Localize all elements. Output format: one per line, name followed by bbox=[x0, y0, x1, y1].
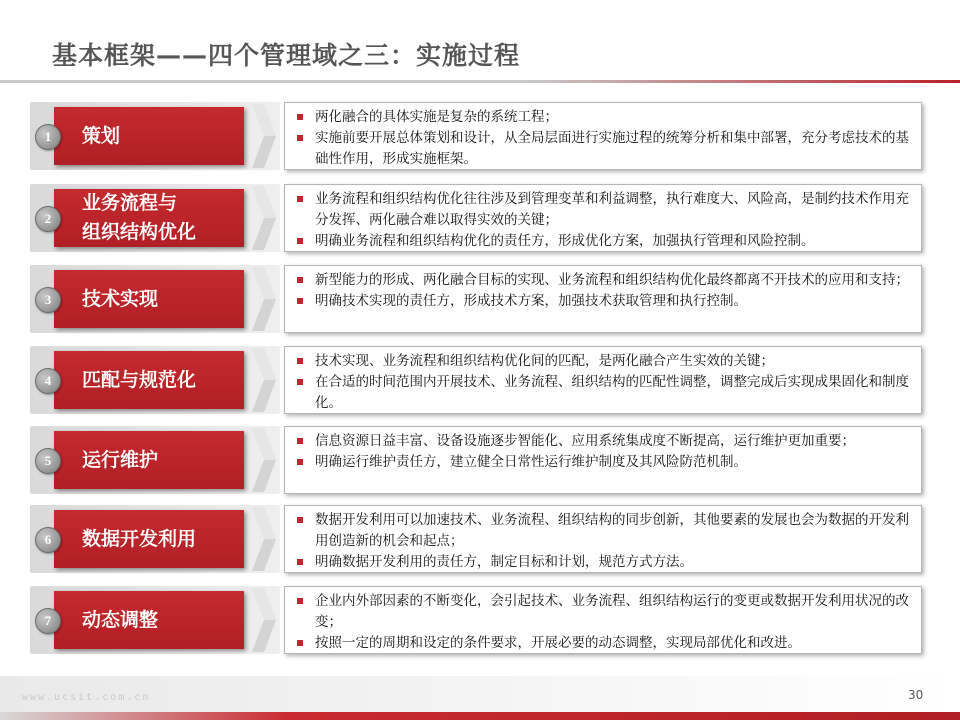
process-row-4 bbox=[30, 346, 930, 414]
process-row-2 bbox=[30, 184, 930, 252]
bullet-item: 在合适的时间范围内开展技术、业务流程、组织结构的匹配性调整，调整完成后实现成果固化和制度化。 bbox=[315, 372, 913, 414]
step-number-badge: 2 bbox=[35, 206, 61, 232]
step-description bbox=[284, 505, 922, 573]
chevron-right-icon bbox=[250, 186, 278, 250]
process-row-5 bbox=[30, 426, 930, 494]
bullet-item: 业务流程和组织结构优化往往涉及到管理变革和利益调整，执行难度大、风险高，是制约技术作用充分发挥、两化融合难以取得实效的关键； bbox=[315, 189, 913, 231]
process-row-3 bbox=[30, 265, 930, 333]
bullet-item: 明确运行维护责任方，建立健全日常性运行维护制度及其风险防范机制。 bbox=[315, 452, 913, 473]
bullet-item: 明确技术实现的责任方，形成技术方案，加强技术获取管理和执行控制。 bbox=[315, 291, 913, 312]
chevron-right-icon bbox=[250, 104, 278, 168]
bullet-item: 按照一定的周期和设定的条件要求，开展必要的动态调整，实现局部优化和改进。 bbox=[315, 633, 913, 654]
chevron-right-icon bbox=[250, 588, 278, 652]
step-number-badge: 4 bbox=[35, 368, 61, 394]
step-number-badge: 7 bbox=[35, 608, 61, 634]
page-number: 30 bbox=[908, 688, 924, 702]
title-divider bbox=[0, 80, 960, 83]
step-label: 数据开发利用 bbox=[54, 510, 244, 568]
bullet-item: 明确业务流程和组织结构优化的责任方，形成优化方案，加强执行管理和风险控制。 bbox=[315, 231, 913, 252]
step-label: 技术实现 bbox=[54, 270, 244, 328]
step-description bbox=[284, 346, 922, 414]
bullet-item: 信息资源日益丰富、设备设施逐步智能化、应用系统集成度不断提高，运行维护更加重要； bbox=[315, 431, 913, 452]
step-description bbox=[284, 426, 922, 494]
step-label: 动态调整 bbox=[54, 591, 244, 649]
bullet-item: 企业内外部因素的不断变化，会引起技术、业务流程、组织结构运行的变更或数据开发利用状况的改变； bbox=[315, 591, 913, 633]
bullet-item: 实施前要开展总体策划和设计，从全局层面进行实施过程的统筹分析和集中部署，充分考虑技术的基础性作用，形成实施框架。 bbox=[315, 128, 913, 170]
step-label: 策划 bbox=[54, 107, 244, 165]
chevron-right-icon bbox=[250, 267, 278, 331]
step-description bbox=[284, 184, 922, 252]
step-number-badge: 5 bbox=[35, 448, 61, 474]
bullet-item: 两化融合的具体实施是复杂的系统工程； bbox=[315, 107, 913, 128]
bullet-item: 技术实现、业务流程和组织结构优化间的匹配，是两化融合产生实效的关键； bbox=[315, 351, 913, 372]
chevron-right-icon bbox=[250, 348, 278, 412]
chevron-right-icon bbox=[250, 507, 278, 571]
step-number-badge: 1 bbox=[35, 124, 61, 150]
step-label: 业务流程与 组织结构优化 bbox=[54, 189, 244, 247]
process-row-1 bbox=[30, 102, 930, 170]
step-description bbox=[284, 586, 922, 654]
step-label: 运行维护 bbox=[54, 431, 244, 489]
footer-watermark-url: www.ucsit.com.cn bbox=[22, 692, 151, 703]
bullet-item: 明确数据开发利用的责任方，制定目标和计划，规范方式方法。 bbox=[315, 552, 913, 573]
bullet-item: 新型能力的形成、两化融合目标的实现、业务流程和组织结构优化最终都离不开技术的应用和支持； bbox=[315, 270, 913, 291]
step-description bbox=[284, 102, 922, 170]
footer-accent-bar bbox=[0, 712, 960, 720]
process-row-7 bbox=[30, 586, 930, 654]
bullet-item: 数据开发利用可以加速技术、业务流程、组织结构的同步创新，其他要素的发展也会为数据的开发利用创造新的机会和起点； bbox=[315, 510, 913, 552]
process-row-6 bbox=[30, 505, 930, 573]
page-title: 基本框架——四个管理域之三：实施过程 bbox=[52, 41, 521, 70]
chevron-right-icon bbox=[250, 428, 278, 492]
step-number-badge: 6 bbox=[35, 527, 61, 553]
step-label: 匹配与规范化 bbox=[54, 351, 244, 409]
step-number-badge: 3 bbox=[35, 287, 61, 313]
step-description bbox=[284, 265, 922, 333]
